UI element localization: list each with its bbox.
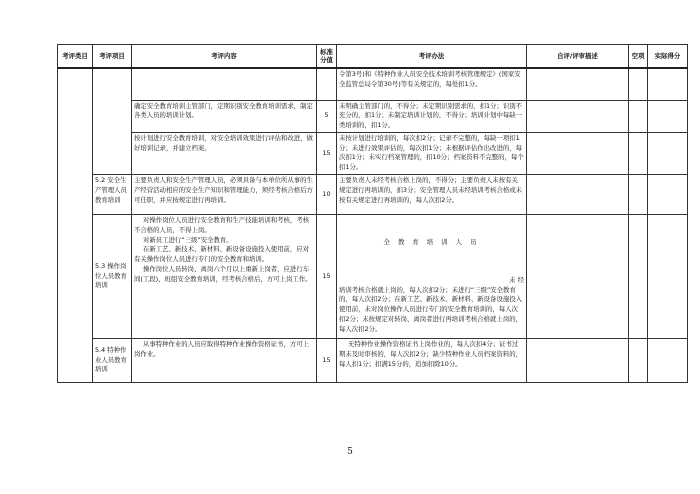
self-review-cell: [527, 215, 629, 339]
content-line: 对操作岗位人员进行安全教育和生产技能培训和考核，考核不合格的人员，不得上岗。: [134, 216, 310, 234]
self-review-cell: [527, 100, 629, 132]
table-header-row: [58, 45, 688, 69]
content-line: 操作岗位人员转岗、离岗六个月以上重新上岗者，应进行车间(工段)、班组安全教育培训，经考核合格后，方可上岗工作。: [134, 265, 312, 283]
item-cell: 5.3 操作岗位人员教育培训: [93, 215, 132, 339]
item-cell: 5.2 安全生产管理人员教育培训: [93, 175, 132, 215]
actual-score-cell: [648, 68, 688, 100]
evaluation-table: [57, 44, 688, 383]
method-spaced-text: 全 教 育 培 训 人 员: [383, 238, 480, 247]
table-row: [58, 339, 688, 383]
actual-score-cell: [648, 175, 688, 215]
header-method: 考评办法: [337, 45, 527, 69]
score-cell: [317, 68, 337, 100]
page-number: 5: [347, 447, 353, 457]
header-category: 考评类目: [58, 45, 93, 69]
content-line: 在新工艺、新技术、新材料、新设备设施投入使用前，应对有关操作岗位人员进行专门的安全教育和培训。: [134, 245, 310, 264]
content-cell: [132, 68, 317, 100]
header-self-review: 自评/评审描述: [527, 45, 629, 69]
item-cell: 5.4 特种作业人员教育培训: [93, 339, 132, 383]
header-item: 考评项目: [93, 45, 132, 69]
header-actual-score: 实际得分: [648, 45, 688, 69]
actual-score-cell: [648, 100, 688, 132]
table-row: [58, 68, 688, 100]
empty-cell: [629, 339, 648, 383]
header-standard-score: 标准分值: [317, 45, 337, 69]
content-line: 对新员工进行“三级”安全教育。: [142, 235, 233, 244]
score-cell: 5: [317, 100, 337, 132]
score-cell: 15: [317, 339, 337, 383]
item-cell: [93, 68, 132, 175]
self-review-cell: [527, 175, 629, 215]
self-review-cell: [527, 68, 629, 100]
category-cell: [58, 68, 93, 383]
empty-cell: [629, 68, 648, 100]
method-cell: 无特种作业操作资格证书上岗作业的，每人次扣4分；证书过期未及时审核的，每人次扣2分；缺少特种作业人员档案资料的，每人扣1分；扣满15分的，追加扣除10分。: [337, 339, 527, 383]
actual-score-cell: [648, 132, 688, 174]
method-cell: 未按计划进行培训的，每次扣2分；记录不完整的，每缺一项扣1分；未进行效果评估的，每次扣1分；未根据评估作出改进的，每次扣1分；未实行档案管理的，扣10分；档案资料不完整的，每个扣1分。: [337, 132, 527, 174]
content-cell: 按计划进行安全教育培训，对安全培训效果进行评估和改进，做好培训记录，并建立档案。: [132, 132, 317, 174]
method-cell: [337, 215, 527, 339]
score-cell: 15: [317, 215, 337, 339]
self-review-cell: [527, 339, 629, 383]
score-cell: 10: [317, 175, 337, 215]
actual-score-cell: [648, 215, 688, 339]
empty-cell: [629, 132, 648, 174]
content-cell: [132, 215, 317, 339]
method-text: 培训考核合格就上岗的，每人次扣2分；未进行“三级”安全教育的，每人次扣2分；在新工艺、新技术、新材料、新设备设施投入使用前，未对岗位操作人员进行专门的安全教育培训的，每人次扣2分；未按规定对转岗、离岗者进行再培训考核合格就上岗的，每人次扣2分。: [339, 285, 523, 333]
empty-cell: [629, 100, 648, 132]
empty-cell: [629, 175, 648, 215]
header-empty: 空项: [629, 45, 648, 69]
header-content: 考评内容: [132, 45, 317, 69]
content-cell: 确定安全教育培训主管部门，定期识别安全教育培训需求，制定各类人员的培训计划。: [132, 100, 317, 132]
table-row: [58, 215, 688, 339]
content-cell: 从事特种作业的人员应取得特种作业操作资格证书，方可上岗作业。: [132, 339, 317, 383]
method-cell: 未明确主管部门的，不得分；未定期识别需求的，扣1分；识别不充分的，扣1分；未制定培训计划的，不得分；培训计划中每缺一类培训的，扣1分。: [337, 100, 527, 132]
score-cell: 15: [317, 132, 337, 174]
self-review-cell: [527, 132, 629, 174]
method-right-text: 未 经: [509, 275, 524, 284]
table-row: [58, 132, 688, 174]
table-row: [58, 100, 688, 132]
table-row: [58, 175, 688, 215]
actual-score-cell: [648, 339, 688, 383]
method-cell: 主要负责人未经考核合格上岗的，不得分；主要负责人未按有关规定进行再培训的，扣3分；安全管理人员未经培训考核合格或未按有关规定进行再培训的，每人次扣2分。: [337, 175, 527, 215]
content-cell: 主要负责人和安全生产管理人员，必须具备与本单位所从事的生产经营活动相应的安全生产知识和管理能力，须经考核合格后方可任职，并应按规定进行再培训。: [132, 175, 317, 215]
method-cell: 令第3号)和《特种作业人员安全技术培训考核管理规定》(国家安全监管总局令第30号)等有关规定的，每处扣1分。: [337, 68, 527, 100]
empty-cell: [629, 215, 648, 339]
